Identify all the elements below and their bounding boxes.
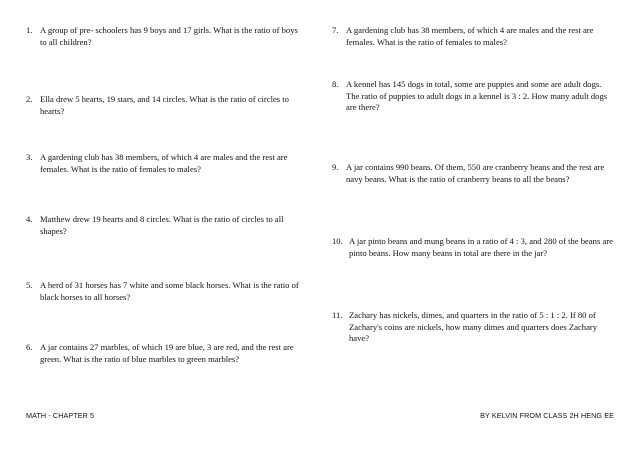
question-text: Ella drew 5 hearts, 19 stars, and 14 circles. What is the ratio of circles to hearts? [40, 94, 289, 116]
question-number: 3. [26, 152, 33, 162]
question-3 [26, 152, 308, 175]
question-6 [26, 342, 308, 365]
question-number: 10. [332, 236, 343, 246]
question-text: A group of pre- schoolers has 9 boys and 17 girls. What is the ratio of boys to all children? [40, 25, 298, 47]
question-number: 4. [26, 214, 33, 224]
question-text: A kennel has 145 dogs in total, some are puppies and some are adult dogs. The ratio of puppies to adult dogs in a kennel is 3 : 2. How many adult dogs are there? [346, 79, 608, 113]
question-number: 7. [332, 25, 339, 35]
question-8 [332, 79, 614, 114]
question-number: 5. [26, 280, 33, 290]
question-text: A jar pinto beans and mung beans in a ratio of 4 : 3, and 280 of the beans are pinto beans. How many beans in total are there in the jar? [349, 236, 613, 258]
question-text: A gardening club has 38 members, of which 4 are males and the rest are females. What is the ratio of females to males? [40, 152, 288, 174]
question-text: Zachary has nickels, dimes, and quarters in the ratio of 5 : 1 : 2. If 80 of Zachary's coins are nickels, how many dimes and quarters does Zachary have? [349, 310, 598, 344]
question-9 [332, 162, 614, 185]
question-11 [332, 310, 614, 345]
footer-chapter-label: MATH - CHAPTER 5 [26, 411, 95, 420]
question-5 [26, 280, 308, 303]
question-text: A jar contains 27 marbles, of which 19 are blue, 3 are red, and the rest are green. What is the ratio of blue marbles to green marbles? [40, 342, 294, 364]
question-4 [26, 214, 308, 237]
question-10 [332, 236, 614, 259]
question-number: 1. [26, 25, 33, 35]
footer-author-label: BY KELVIN FROM CLASS 2H HENG EE [480, 411, 614, 420]
question-text: A gardening club has 38 members, of which 4 are males and the rest are females. What is the ratio of females to males? [346, 25, 594, 47]
question-text: A jar contains 990 beans. Of them, 550 are cranberry beans and the rest are navy beans. What is the ratio of cranberry beans to all the beans? [346, 162, 605, 184]
question-number: 2. [26, 94, 33, 104]
question-1 [26, 25, 306, 48]
question-number: 11. [332, 310, 343, 320]
question-number: 9. [332, 162, 339, 172]
question-number: 6. [26, 342, 33, 352]
question-7 [332, 25, 614, 48]
question-text: Matthew drew 19 hearts and 8 circles. What is the ratio of circles to all shapes? [40, 214, 284, 236]
question-2 [26, 94, 308, 117]
question-text: A herd of 31 horses has 7 white and some black horses. What is the ratio of black horses to all horses? [40, 280, 299, 302]
question-number: 8. [332, 79, 339, 89]
